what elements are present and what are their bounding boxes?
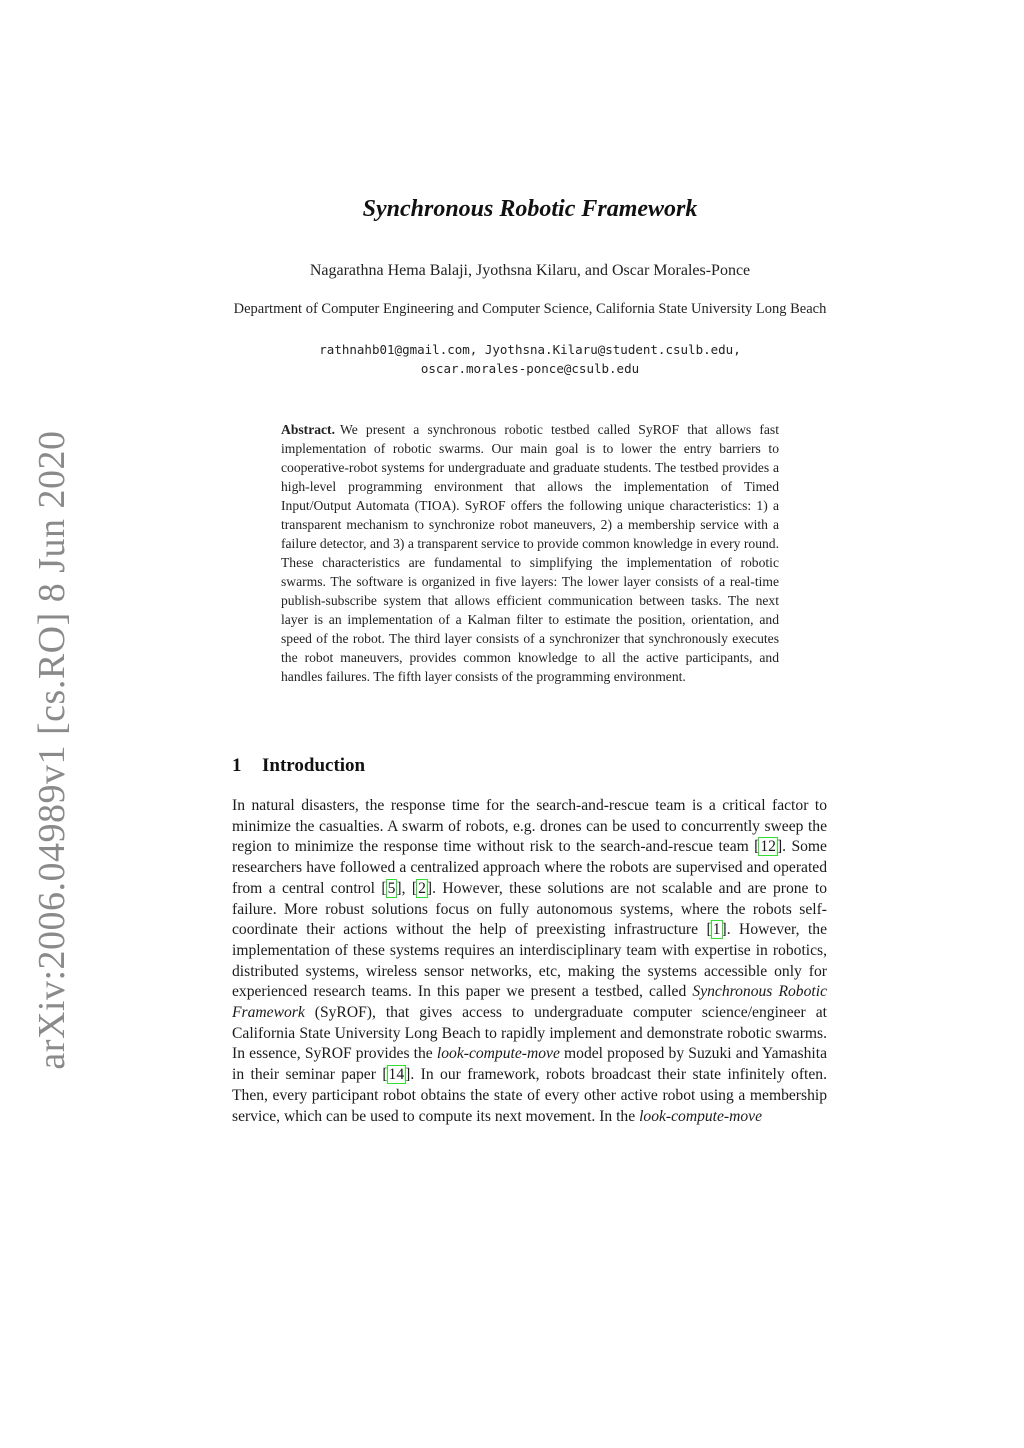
abstract bbox=[281, 420, 779, 686]
intro-text: (SyROF), that gives access to undergraduate computer science/engineer at California State University Long Beach to rapidly implement and demonstrate robotic swarms. In essence, SyROF provides the bbox=[232, 1004, 827, 1063]
abstract-text: We present a synchronous robotic testbed called SyROF that allows fast implementation of robotic swarms. Our main goal is to lower the entry barriers to cooperative-robot systems for undergraduate and graduate students. The testbed provides a high-level programming environment that allows the implementation of Timed Input/Output Automata (TIOA). SyROF offers the following unique characteristics: 1) a transparent mechanism to synchronize robot maneuvers, 2) a membership service with a failure detector, and 3) a transparent service to provide common knowledge in every round. These characteristics are fundamental to simplifying the implementation of robotic swarms. The software is organized in five layers: The lower layer consists of a real-time publish-subscribe system that allows efficient communication between tasks. The next layer is an implementation of a Kalman filter to estimate the position, orientation, and speed of the robot. The third layer consists of a synchronizer that synchronously executes the robot maneuvers, provides common knowledge to all the active participants, and handles failures. The fifth layer consists of the programming environment. bbox=[281, 422, 779, 684]
affiliation: Department of Computer Engineering and Computer Science, California State University Long Beach bbox=[233, 301, 827, 317]
intro-emphasis: look-compute-move bbox=[639, 1107, 763, 1125]
email-line-1[interactable]: rathnahb01@gmail.com, Jyothsna.Kilaru@student.csulb.edu, bbox=[319, 342, 741, 357]
intro-emphasis: look-compute-move bbox=[436, 1045, 560, 1063]
intro-text: model proposed by Suzuki and Yamashita in their seminar paper bbox=[232, 1045, 827, 1084]
citation-link[interactable]: 2 bbox=[418, 879, 426, 897]
intro-text: In natural disasters, the response time for the search-and-rescue team is a critical factor to minimize the casualties. A swarm of robots, e.g. drones can be used to concurrently sweep the region to minimize the response time without risk to the search-and-rescue team bbox=[232, 797, 827, 856]
intro-text: . However, these solutions are not scalable and are prone to failure. More robust solutions focus on fully autonomous systems, where the robots self-coordinate their actions without the help of preexisting infrastructure bbox=[232, 879, 827, 939]
intro-text: . Some researchers have followed a centralized approach where the robots are supervised and operated from a central control bbox=[232, 838, 827, 897]
citation-link[interactable]: 5 bbox=[387, 879, 396, 897]
section-number: 1 bbox=[232, 755, 242, 776]
author-list: Nagarathna Hema Balaji, Jyothsna Kilaru, and Oscar Morales-Ponce bbox=[309, 262, 751, 279]
intro-text: . In our framework, robots broadcast their state infinitely often. Then, every participant robot obtains the state of every other active robot using a membership service, which can be used to compute its next movement. In the bbox=[232, 1066, 827, 1125]
abstract-label: Abstract. bbox=[281, 422, 335, 437]
section-heading-introduction bbox=[232, 755, 365, 777]
email-line-2[interactable]: oscar.morales-ponce@csulb.edu bbox=[420, 361, 640, 376]
paper-title: Synchronous Robotic Framework bbox=[362, 196, 698, 222]
author-emails bbox=[232, 340, 828, 378]
intro-emphasis: Synchronous Robotic Framework bbox=[232, 983, 827, 1022]
intro-text: . However, the implementation of these systems requires an interdisciplinary team with expertise in robotics, distributed systems, wireless sensor networks, etc, making the systems accessible only for experienced research teams. In this paper we present a testbed, called bbox=[232, 921, 827, 1001]
citation-link[interactable]: 1 bbox=[712, 921, 721, 939]
introduction-paragraph: In natural disasters, the response time for the search-and-rescue team is a critical factor to minimize the casualties. A swarm of robots, e.g. drones can be used to concurrently sweep the region to minimize the response time without risk to the search-and-rescue team [12]. Some researchers have followed a centralized approach where the robots are supervised and operated from a central control [5], [2]. However, these solutions are not scalable and are prone to failure. More robust solutions focus on fully autonomous systems, where the robots self-coordinate their actions without the help of preexisting infrastructure [1]. However, the implementation of these systems requires an interdisciplinary team with expertise in robotics, distributed systems, wireless sensor networks, etc, making the systems accessible only for experienced research teams. In this paper we present a testbed, called Synchronous Robotic Framework (SyROF), that gives access to undergraduate computer science/engineer at California State University Long Beach to rapidly implement and demonstrate robotic swarms. In essence, SyROF provides the look-compute-move model proposed by Suzuki and Yamashita in their seminar paper [14]. In our framework, robots broadcast their state infinitely often. Then, every participant robot obtains the state of every other active robot using a membership service, which can be used to compute its next movement. In the look-compute-move bbox=[232, 797, 827, 1125]
section-title: Introduction bbox=[262, 755, 366, 776]
intro-text: , bbox=[401, 879, 412, 897]
arxiv-identifier[interactable]: arXiv:2006.04989v1 [cs.RO] 8 Jun 2020 bbox=[31, 430, 73, 1070]
citation-link[interactable]: 12 bbox=[760, 838, 776, 856]
citation-link[interactable]: 14 bbox=[388, 1066, 405, 1084]
